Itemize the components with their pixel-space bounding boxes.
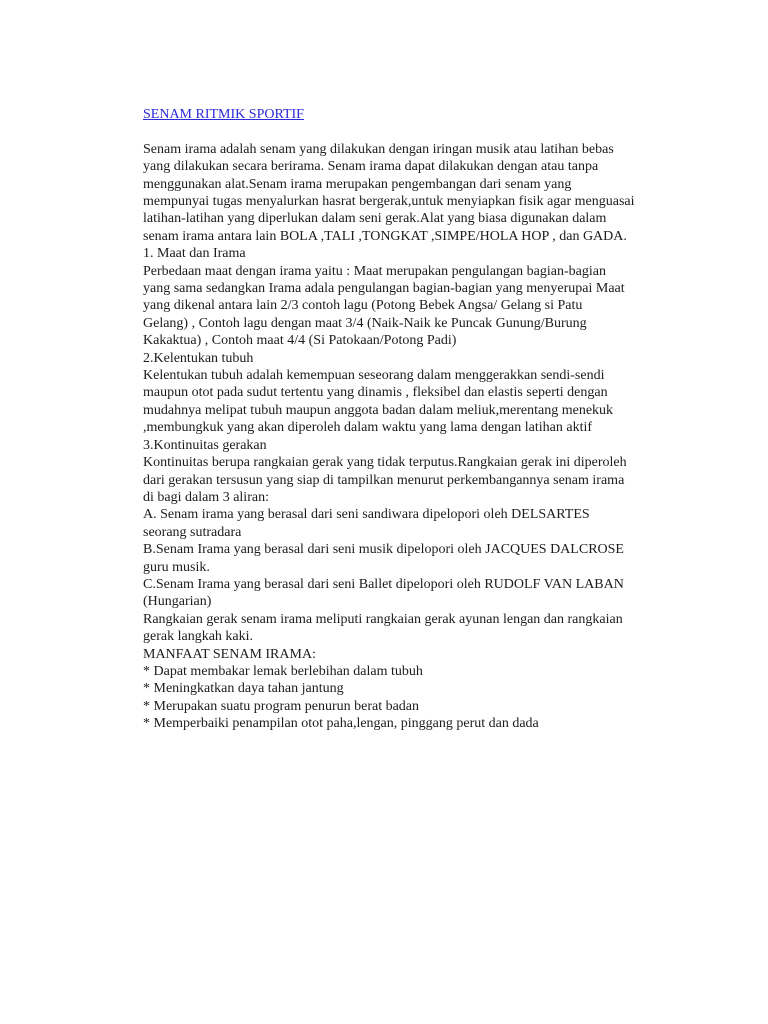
text-line: Kakaktua) , Contoh maat 4/4 (Si Patokaan/Potong Padi) (143, 333, 457, 349)
text-line: Kontinuitas berupa rangkaian gerak yang tidak terputus.Rangkaian gerak ini diperoleh (143, 455, 627, 471)
section-heading: MANFAAT SENAM IRAMA: (143, 646, 316, 662)
text-line: dari gerakan tersusun yang siap di tampilkan menurut perkembangannya senam irama (143, 472, 625, 488)
text-line: A. Senam irama yang berasal dari seni sandiwara dipelopori oleh DELSARTES (143, 507, 590, 523)
text-line: seorang sutradara (143, 524, 242, 540)
text-line: Perbedaan maat dengan irama yaitu : Maat merupakan pengulangan bagian-bagian (143, 263, 606, 279)
document-body (143, 106, 673, 733)
text-line: B.Senam Irama yang berasal dari seni musik dipelopori oleh JACQUES DALCROSE (143, 542, 624, 558)
text-line: yang dikenal antara lain 2/3 contoh lagu (Potong Bebek Angsa/ Gelang si Patu (143, 298, 583, 314)
text-line: mempunyai tugas menyalurkan hasrat bergerak,untuk menyiapkan fisik agar menguasai (143, 194, 635, 210)
text-line: di bagi dalam 3 aliran: (143, 489, 269, 505)
section-heading: 1. Maat dan Irama (143, 246, 246, 262)
text-line: yang sama sedangkan Irama adala pengulangan bagian-bagian yang menyerupai Maat (143, 281, 625, 297)
text-line: Gelang) , Contoh lagu dengan maat 3/4 (Naik-Naik ke Puncak Gunung/Burung (143, 315, 587, 331)
section-heading: 2.Kelentukan tubuh (143, 350, 254, 366)
text-line: gerak langkah kaki. (143, 629, 254, 645)
section-heading: 3.Kontinuitas gerakan (143, 437, 267, 453)
text-line: mudahnya melipat tubuh maupun anggota badan dalam meliuk,merentang menekuk (143, 402, 614, 418)
text-line: maupun otot pada sudut tertentu yang dinamis , fleksibel dan elastis seperti dengan (143, 385, 608, 401)
blank-line (143, 123, 673, 140)
text-line: (Hungarian) (143, 594, 212, 610)
bullet-item: * Dapat membakar lemak berlebihan dalam tubuh (143, 663, 423, 679)
text-line: senam irama antara lain BOLA ,TALI ,TONGKAT ,SIMPE/HOLA HOP , dan GADA. (143, 228, 627, 244)
text-line: C.Senam Irama yang berasal dari seni Ballet dipelopori oleh RUDOLF VAN LABAN (143, 576, 624, 592)
text-line: guru musik. (143, 559, 210, 575)
text-line: Rangkaian gerak senam irama meliputi rangkaian gerak ayunan lengan dan rangkaian (143, 611, 623, 627)
bullet-item: * Meningkatkan daya tahan jantung (143, 681, 344, 697)
bullet-item: * Memperbaiki penampilan otot paha,lengan, pinggang perut dan dada (143, 716, 539, 732)
bullet-item: * Merupakan suatu program penurun berat badan (143, 698, 420, 714)
document-title-link[interactable]: SENAM RITMIK SPORTIF (143, 107, 304, 122)
text-line: Kelentukan tubuh adalah kemempuan seseorang dalam menggerakkan sendi-sendi (143, 368, 605, 384)
document-text (143, 141, 673, 733)
text-line: yang dilakukan secara berirama. Senam irama dapat dilakukan dengan atau tanpa (143, 159, 599, 175)
text-line: menggunakan alat.Senam irama merupakan pengembangan dari senam yang (143, 176, 572, 192)
text-line: Senam irama adalah senam yang dilakukan dengan iringan musik atau latihan bebas (143, 141, 614, 157)
text-line: ,membungkuk yang akan diperoleh dalam waktu yang lama dengan latihan aktif (143, 420, 593, 436)
text-line: latihan-latihan yang diperlukan dalam seni gerak.Alat yang biasa digunakan dalam (143, 211, 607, 227)
